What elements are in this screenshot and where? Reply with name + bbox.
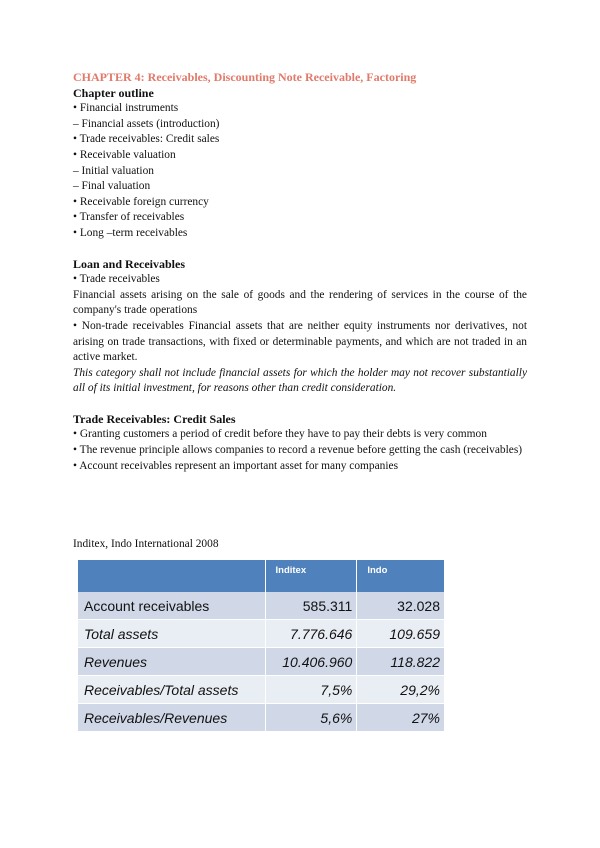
list-item: • Financial instruments (73, 102, 179, 115)
trade-heading: Trade Receivables: Credit Sales (73, 411, 236, 426)
column-header-inditex: Inditex (266, 560, 358, 592)
cell-inditex: 7.776.646 (266, 620, 358, 648)
table-row (78, 648, 444, 676)
list-item: – Financial assets (introduction) (73, 117, 220, 130)
outline-heading: Chapter outline (73, 85, 154, 100)
cell-indo: 29,2% (357, 676, 444, 704)
cell-indo: 27% (357, 704, 444, 732)
cell-inditex: 7,5% (266, 676, 358, 704)
table-caption: Inditex, Indo International 2008 (73, 538, 219, 550)
cell-inditex: 10.406.960 (266, 648, 358, 676)
list-item: • Long –term receivables (73, 226, 188, 239)
table-row (78, 676, 444, 704)
list-item: • Receivable foreign currency (73, 195, 209, 208)
list-item: – Initial valuation (73, 164, 154, 177)
column-header (78, 560, 266, 592)
outline-list (73, 101, 527, 241)
document-body (73, 70, 527, 474)
list-item: • Transfer of receivables (73, 211, 185, 224)
list-item: – Final valuation (73, 180, 151, 193)
loans-heading: Loan and Receivables (73, 256, 186, 271)
chapter-title: CHAPTER 4: Receivables, Discounting Note Receivable, Factoring (73, 70, 417, 84)
cell-indo: 32.028 (357, 592, 444, 620)
row-label: Revenues (78, 648, 266, 676)
receivables-table (78, 560, 444, 732)
loans-paragraph: Financial assets arising on the sale of goods and the rendering of services in the course of the company's trade operations (73, 288, 527, 317)
loans-paragraph-nontrade: • Non-trade receivables Financial assets that are neither equity instruments nor derivatives, not arising on trade transactions, with fixed or determinable payments, and which are not traded in an active market. (73, 319, 527, 364)
list-item: • Trade receivables: Credit sales (73, 133, 220, 146)
list-item: • Granting customers a period of credit before they have to pay their debts is very common (73, 428, 487, 441)
table-row (78, 620, 444, 648)
row-label: Receivables/Total assets (78, 676, 266, 704)
list-item: • Account receivables represent an important asset for many companies (73, 459, 399, 472)
loans-bullet: • Trade receivables (73, 273, 160, 286)
table-row (78, 592, 444, 620)
cell-inditex: 5,6% (266, 704, 358, 732)
loans-note: This category shall not include financial assets for which the holder may not recover substantially all of its initial investment, for reasons other than credit consideration. (73, 366, 527, 395)
cell-indo: 109.659 (357, 620, 444, 648)
row-label: Account receivables (78, 592, 266, 620)
table-row (78, 704, 444, 732)
cell-inditex: 585.311 (266, 592, 358, 620)
list-item: • The revenue principle allows companies to record a revenue before getting the cash (receivables) (73, 444, 523, 457)
column-header-indo: Indo (357, 560, 444, 592)
cell-indo: 118.822 (357, 648, 444, 676)
table-header-row (78, 560, 444, 592)
list-item: • Receivable valuation (73, 148, 176, 161)
row-label: Receivables/Revenues (78, 704, 266, 732)
row-label: Total assets (78, 620, 266, 648)
